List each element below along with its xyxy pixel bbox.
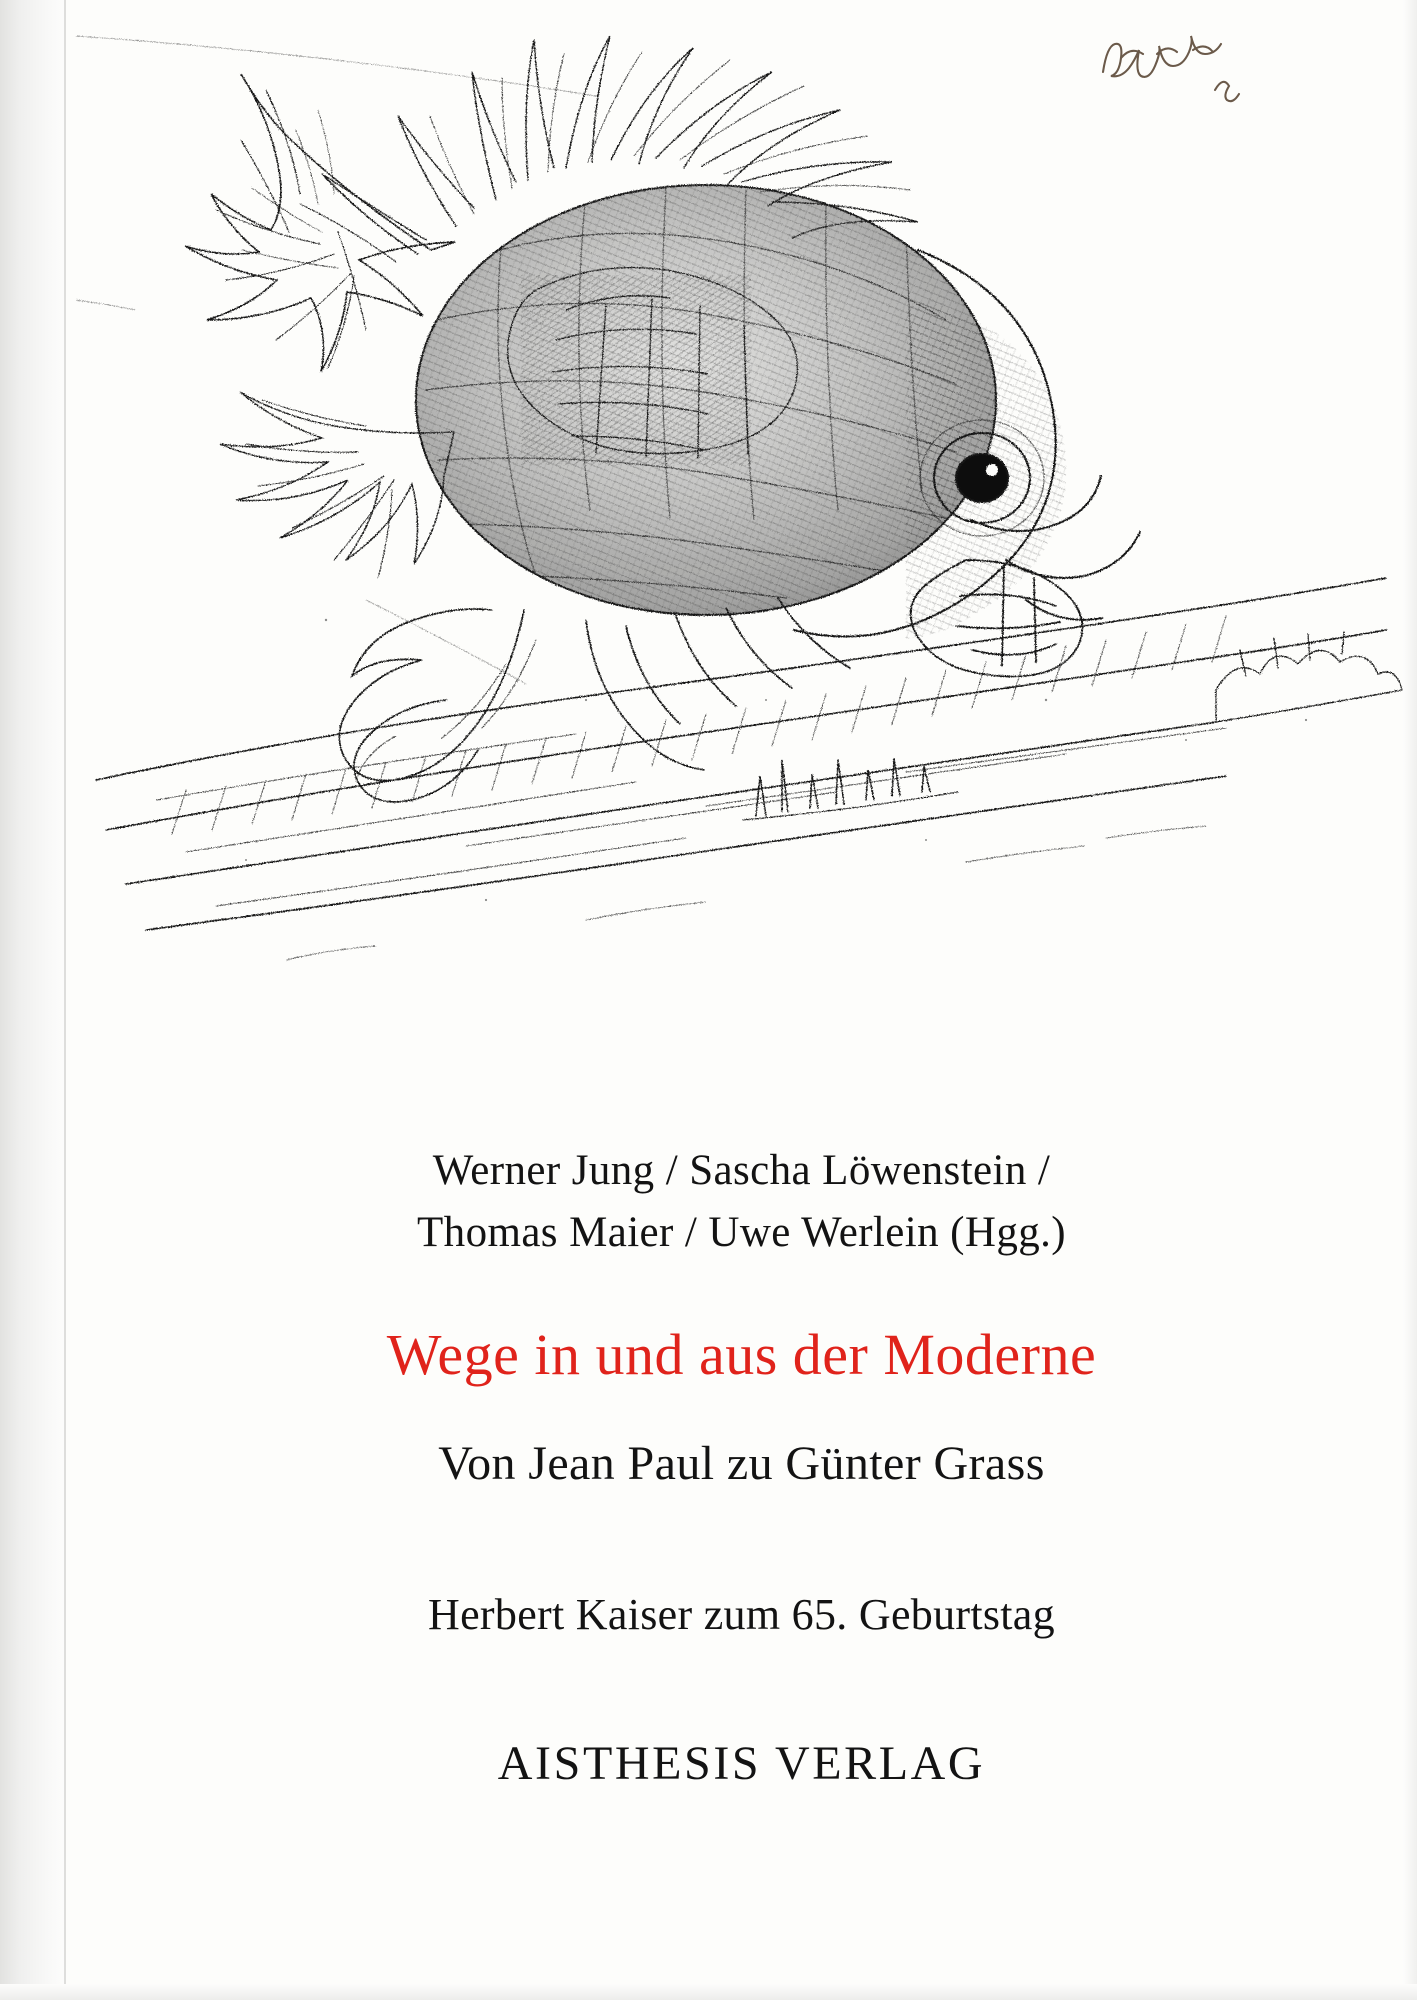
publisher-name: AISTHESIS VERLAG <box>497 1736 986 1790</box>
editors-names <box>302 1140 1182 1265</box>
editors-line-1: Werner Jung / Sascha Löwenstein / <box>432 1147 1051 1194</box>
editors-line-2: Thomas Maier / Uwe Werlein (Hgg.) <box>417 1209 1066 1257</box>
book-dedication: Herbert Kaiser zum 65. Geburtstag <box>428 1589 1055 1639</box>
book-spine-shading <box>0 0 66 2000</box>
cover-bottom-edge <box>0 1984 1417 2000</box>
cover-illustration <box>66 0 1417 1120</box>
book-subtitle: Von Jean Paul zu Günter Grass <box>438 1436 1045 1490</box>
artist-signature <box>1097 28 1247 118</box>
cover-text-block <box>66 1140 1417 1791</box>
book-title: Wege in und aus der Moderne <box>386 1321 1097 1387</box>
